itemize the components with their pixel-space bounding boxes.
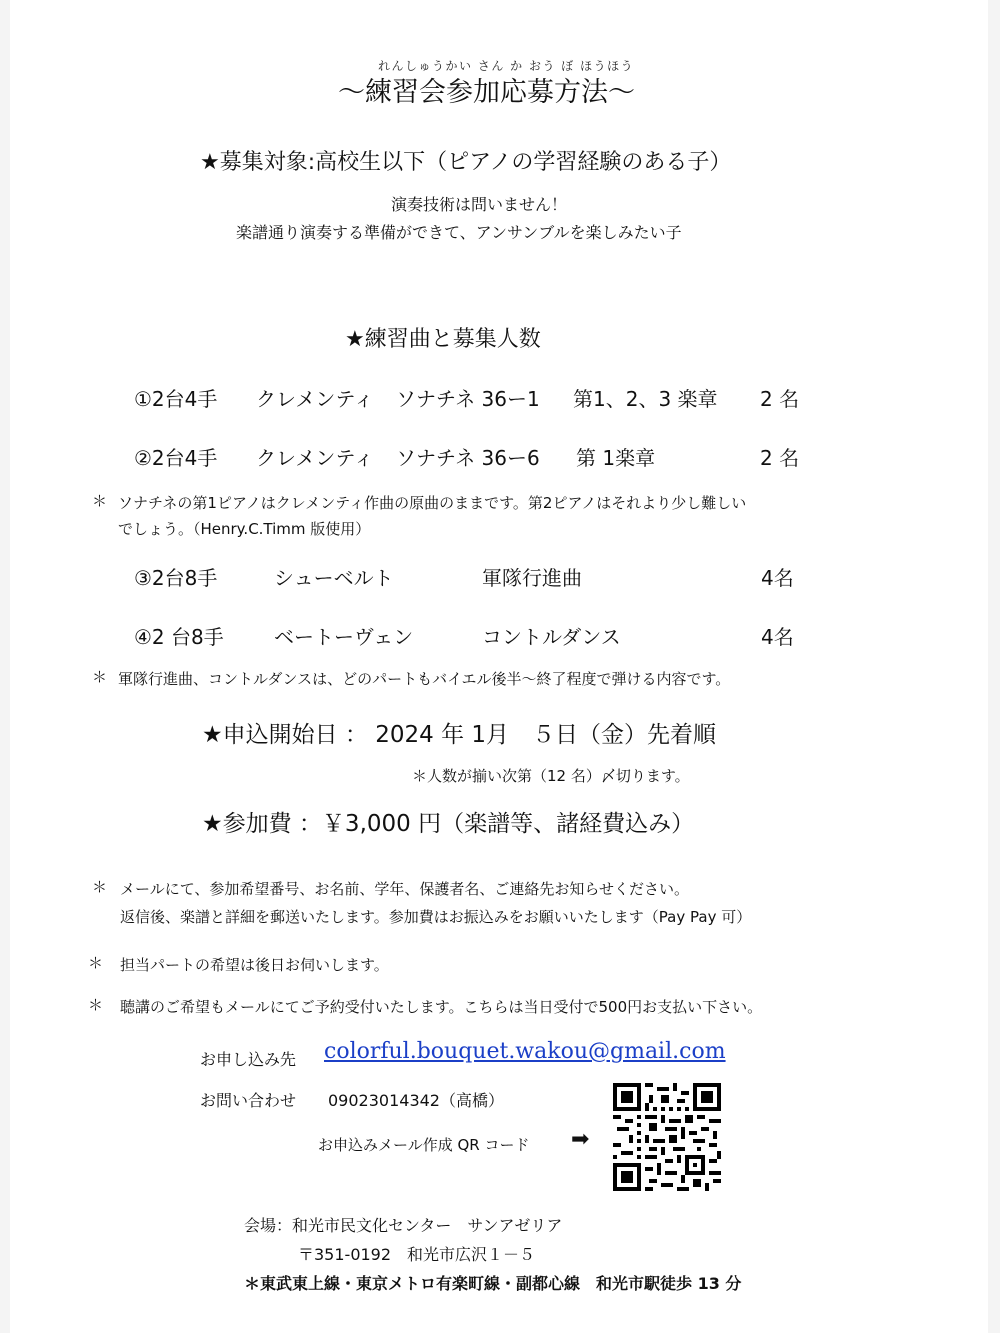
page-title: ～練習会参加応募方法～ bbox=[338, 77, 635, 108]
venue-line-3: ＊東武東上線・東京メトロ有楽町線・副都心線 和光市駅徒歩 13 分 bbox=[244, 1274, 742, 1293]
piece-3-composer: シューベルト bbox=[274, 566, 394, 590]
title-ruby: れんしゅうかい さん か おう ぼ ほうほう bbox=[378, 59, 635, 73]
piece-1-composer: クレメンティ bbox=[256, 387, 374, 411]
piece-2-count: 2 名 bbox=[760, 446, 800, 470]
piece-3-title: 軍隊行進曲 bbox=[482, 566, 582, 590]
piece-4-count: 4名 bbox=[761, 625, 794, 649]
piece-3-no: ③2台8手 bbox=[134, 566, 218, 590]
piece-1-count: 2 名 bbox=[760, 387, 800, 411]
email-link[interactable]: colorful.bouquet.wakou@gmail.com bbox=[324, 1039, 726, 1064]
piece-4-composer: ベートーヴェン bbox=[274, 625, 414, 649]
piece-1-title: ソナチネ 36ー1 bbox=[396, 387, 540, 411]
target-heading: ★募集対象:高校生以下（ピアノの学習経験のある子） bbox=[200, 150, 732, 175]
note-sonatine-mark: ＊ bbox=[92, 492, 108, 510]
piece-3-count: 4名 bbox=[761, 566, 794, 590]
note-1-mark: ＊ bbox=[92, 878, 108, 896]
venue-line-1: 会場：和光市民文化センター サンアゼリア bbox=[244, 1216, 563, 1235]
piece-1-movement: 第1、2、3 楽章 bbox=[573, 387, 718, 411]
note-2-line-1: 担当パートの希望は後日お伺いします。 bbox=[120, 956, 389, 974]
inquiry-phone: 09023014342（高橋） bbox=[328, 1091, 504, 1110]
note-2-mark: ＊ bbox=[88, 954, 104, 972]
target-line-1: 演奏技術は問いません！ bbox=[391, 195, 568, 214]
piece-4-no: ④2 台8手 bbox=[134, 625, 224, 649]
fee-heading: ★参加費 ：￥3,000 円（楽譜等、諸経費込み） bbox=[202, 811, 695, 837]
apply-label: お申し込み先 bbox=[200, 1050, 297, 1069]
pieces-heading: ★練習曲と募集人数 bbox=[345, 327, 541, 352]
note-3-line-1: 聴講のご希望もメールにてご予約受付いたします。こちらは当日受付で500円お支払い下さい。 bbox=[120, 998, 763, 1016]
piece-2-composer: クレメンティ bbox=[256, 446, 374, 470]
piece-4-title: コントルダンス bbox=[482, 625, 621, 649]
start-heading: ★申込開始日 ： 2024 年 1月 ５日（金）先着順 bbox=[202, 722, 717, 748]
venue-line-2: 〒351-0192 和光市広沢１－５ bbox=[298, 1245, 536, 1264]
piece-2-movement: 第 1楽章 bbox=[576, 446, 656, 470]
qr-label: お申込みメール作成 QR コード bbox=[318, 1136, 530, 1154]
qr-code[interactable] bbox=[613, 1083, 721, 1191]
note-sonatine-line-1: ソナチネの第1ピアノはクレメンティ作曲の原曲のままです。第2ピアノはそれより少し難しい bbox=[118, 494, 747, 512]
note-1-line-2: 返信後、楽譜と詳細を郵送いたします。参加費はお振込みをお願いいたします（Pay Pay 可） bbox=[120, 908, 752, 926]
note-1-line-1: メールにて、参加希望番号、お名前、学年、保護者名、ご連絡先お知らせください。 bbox=[120, 880, 689, 898]
inquiry-label: お問い合わせ bbox=[200, 1091, 297, 1110]
start-note: ＊人数が揃い次第（12 名）〆切ります。 bbox=[412, 767, 690, 785]
piece-2-title: ソナチネ 36ー6 bbox=[396, 446, 540, 470]
arrow-right-icon: ➡ bbox=[571, 1127, 590, 1152]
note-march-text: 軍隊行進曲、コントルダンスは、どのパートもバイエル後半～終了程度で弾ける内容です。 bbox=[118, 670, 731, 688]
note-3-mark: ＊ bbox=[88, 996, 104, 1014]
piece-1-no: ①2台4手 bbox=[134, 387, 218, 411]
flyer-page bbox=[10, 0, 988, 1333]
note-march-mark: ＊ bbox=[92, 668, 108, 686]
note-sonatine-line-2: でしょう。（Henry.C.Timm 版使用） bbox=[118, 520, 371, 538]
target-line-2: 楽譜通り演奏する準備ができて、アンサンブルを楽しみたい子 bbox=[236, 223, 682, 242]
piece-2-no: ②2台4手 bbox=[134, 446, 218, 470]
